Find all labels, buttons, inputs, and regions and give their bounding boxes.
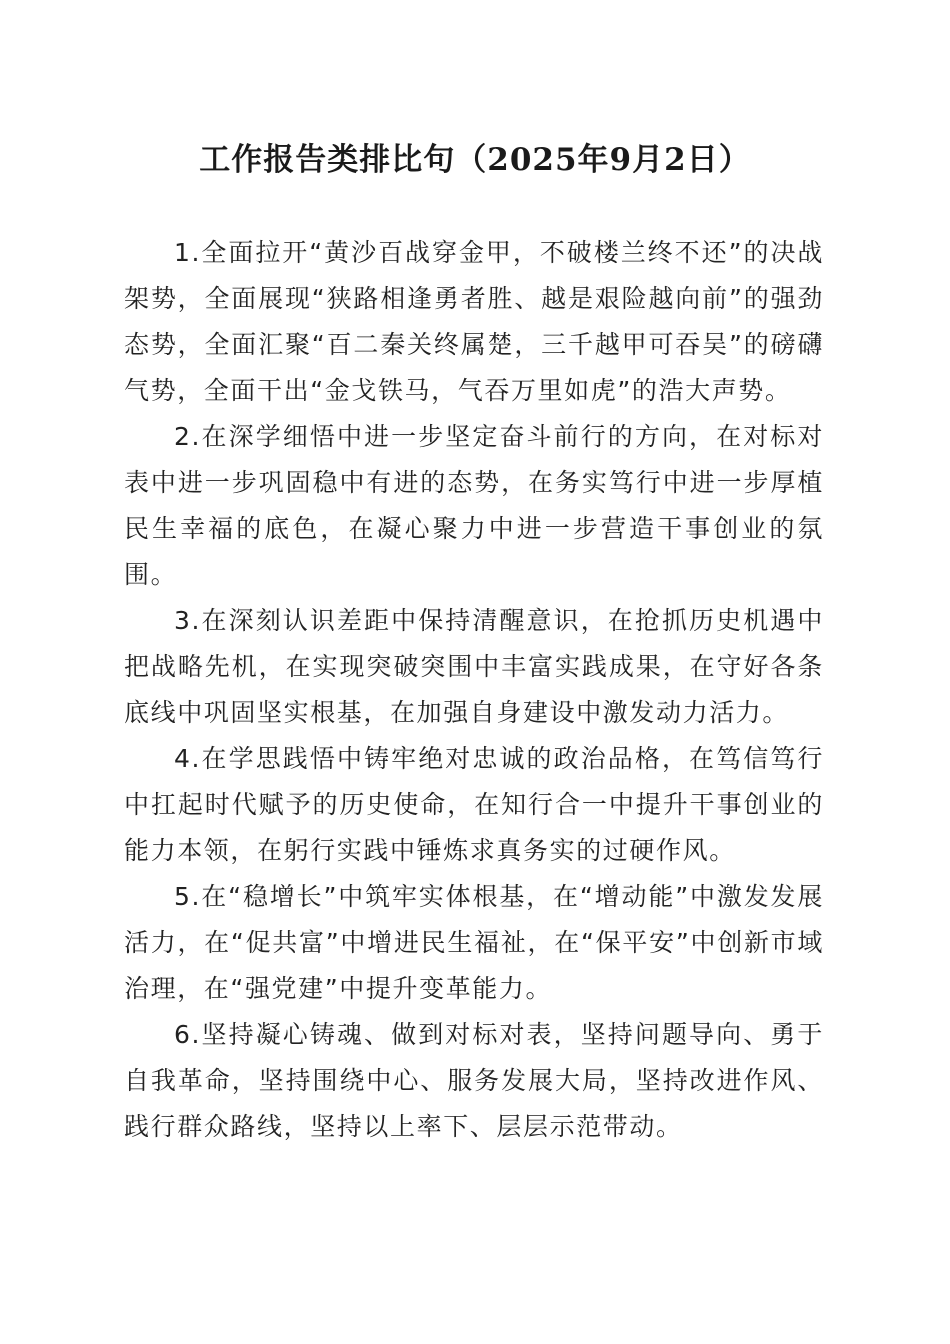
- paragraph-1: 1.全面拉开“黄沙百战穿金甲，不破楼兰终不还”的决战架势，全面展现“狭路相逢勇者胜、越是艰险越向前”的强劲态势，全面汇聚“百二秦关终属楚，三千越甲可吞吴”的磅礴气势，全面干出“金戈铁马，气吞万里如虎”的浩大声势。: [124, 238, 824, 405]
- paragraph-5: 5.在“稳增长”中筑牢实体根基，在“增动能”中激发发展活力，在“促共富”中增进民生福祉，在“保平安”中创新市域治理，在“强党建”中提升变革能力。: [124, 882, 824, 1003]
- paragraph-3: 3.在深刻认识差距中保持清醒意识，在抢抓历史机遇中把战略先机，在实现突破突围中丰富实践成果，在守好各条底线中巩固坚实根基，在加强自身建设中激发动力活力。: [124, 606, 824, 727]
- paragraph-4: 4.在学思践悟中铸牢绝对忠诚的政治品格，在笃信笃行中扛起时代赋予的历史使命，在知行合一中提升干事创业的能力本领，在躬行实践中锤炼求真务实的过硬作风。: [124, 744, 824, 865]
- paragraph-6: 6.坚持凝心铸魂、做到对标对表，坚持问题导向、勇于自我革命，坚持围绕中心、服务发展大局，坚持改进作风、践行群众路线，坚持以上率下、层层示范带动。: [124, 1020, 824, 1141]
- document-body: [124, 230, 824, 1150]
- paragraph-2: 2.在深学细悟中进一步坚定奋斗前行的方向，在对标对表中进一步巩固稳中有进的态势，在务实笃行中进一步厚植民生幸福的底色，在凝心聚力中进一步营造干事创业的氛围。: [124, 422, 824, 589]
- document-title: 工作报告类排比句（2025年9月2日）: [199, 142, 751, 178]
